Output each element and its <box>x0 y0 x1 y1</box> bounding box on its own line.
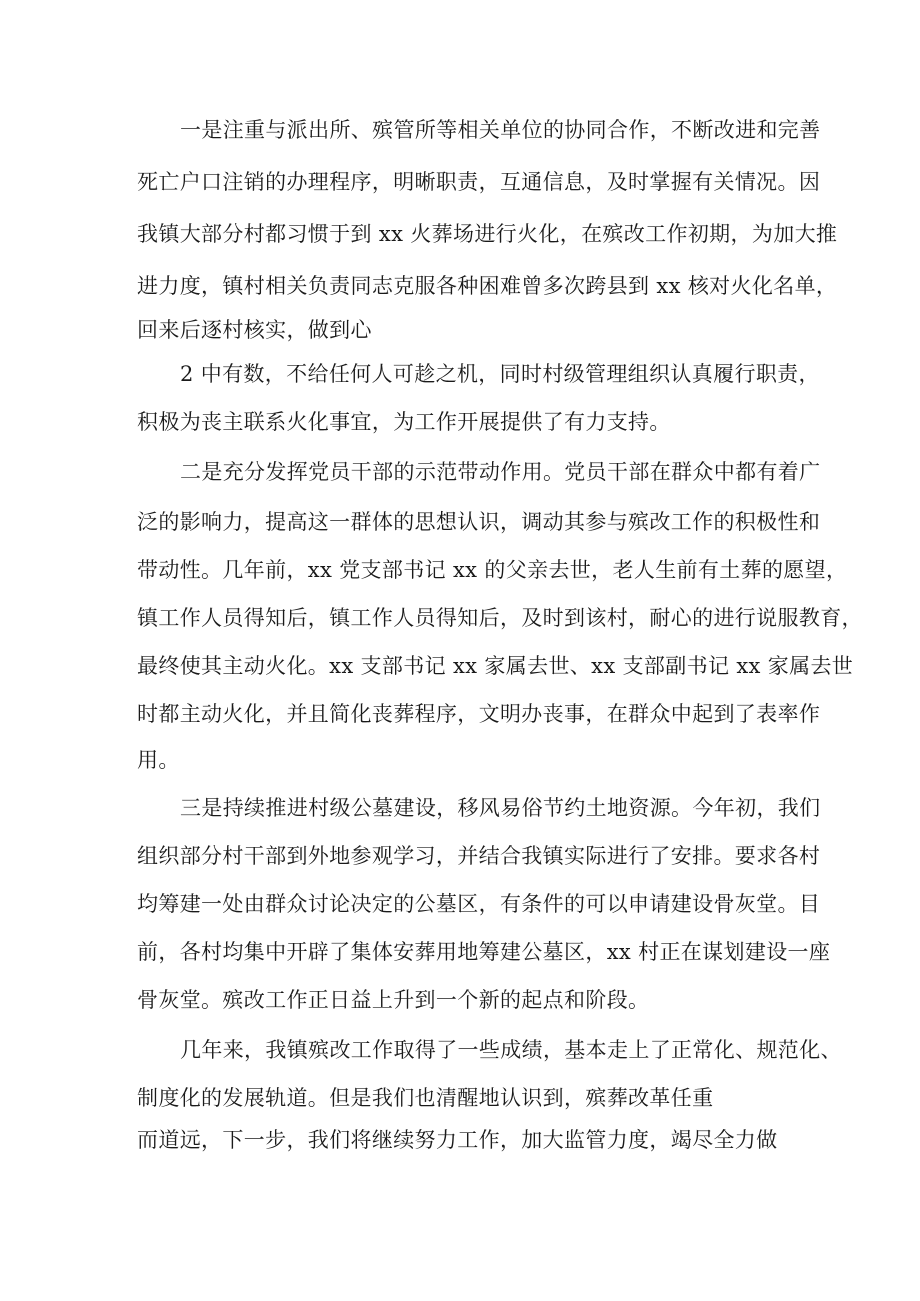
paragraph-3-line-5: 最终使其主动火化。xx 支部书记 xx 家属去世、xx 支部副书记 xx 家属去世 <box>137 654 854 678</box>
paragraph-3-line-7: 用。 <box>137 748 180 772</box>
paragraph-2-line-1: 2 中有数，不给任何人可趁之机，同时村级管理组织认真履行职责， <box>180 362 820 386</box>
paragraph-3-line-3: 带动性。几年前，xx 党支部书记 xx 的父亲去世，老人生前有土葬的愿望， <box>137 558 848 582</box>
paragraph-1-line-2: 死亡户口注销的办理程序，明晰职责，互通信息，及时掌握有关情况。因 <box>137 170 821 194</box>
paragraph-5-line-2: 制度化的发展轨道。但是我们也清醒地认识到，殡葬改革任重 <box>137 1086 714 1110</box>
paragraph-2-line-2: 积极为丧主联系火化事宜，为工作开展提供了有力支持。 <box>137 410 671 434</box>
paragraph-5-line-3: 而道远，下一步，我们将继续努力工作，加大监管力度，竭尽全力做 <box>137 1128 778 1152</box>
paragraph-4-line-5: 骨灰堂。殡改工作正日益上升到一个新的起点和阶段。 <box>137 988 650 1012</box>
paragraph-3-line-1: 二是充分发挥党员干部的示范带动作用。党员干部在群众中都有着广 <box>180 460 821 484</box>
paragraph-1-line-3: 我镇大部分村都习惯于到 xx 火葬场进行火化，在殡改工作初期，为加大推 <box>137 222 838 246</box>
paragraph-3-line-2: 泛的影响力，提高这一群体的思想认识，调动其参与殡改工作的积极性和 <box>137 510 821 534</box>
paragraph-1-line-5: 回来后逐村核实，做到心 <box>137 318 372 342</box>
paragraph-5-line-1: 几年来，我镇殡改工作取得了一些成绩，基本走上了正常化、规范化、 <box>180 1038 842 1062</box>
paragraph-4-line-2: 组织部分村干部到外地参观学习，并结合我镇实际进行了安排。要求各村 <box>137 844 821 868</box>
paragraph-3-line-6: 时都主动火化，并且简化丧葬程序，文明办丧事，在群众中起到了表率作 <box>137 702 821 726</box>
paragraph-4-line-4: 前，各村均集中开辟了集体安葬用地筹建公墓区，xx 村正在谋划建设一座 <box>137 940 831 964</box>
paragraph-3-line-4: 镇工作人员得知后，镇工作人员得知后，及时到该村，耐心的进行说服教育， <box>137 606 863 630</box>
paragraph-1-line-4: 进力度，镇村相关负责同志克服各种困难曾多次跨县到 xx 核对火化名单， <box>137 274 838 298</box>
paragraph-1-line-1: 一是注重与派出所、殡管所等相关单位的协同合作，不断改进和完善 <box>180 118 821 142</box>
paragraph-4-line-1: 三是持续推进村级公墓建设，移风易俗节约土地资源。今年初，我们 <box>180 796 821 820</box>
paragraph-4-line-3: 均筹建一处由群众讨论决定的公墓区，有条件的可以申请建设骨灰堂。目 <box>137 892 821 916</box>
